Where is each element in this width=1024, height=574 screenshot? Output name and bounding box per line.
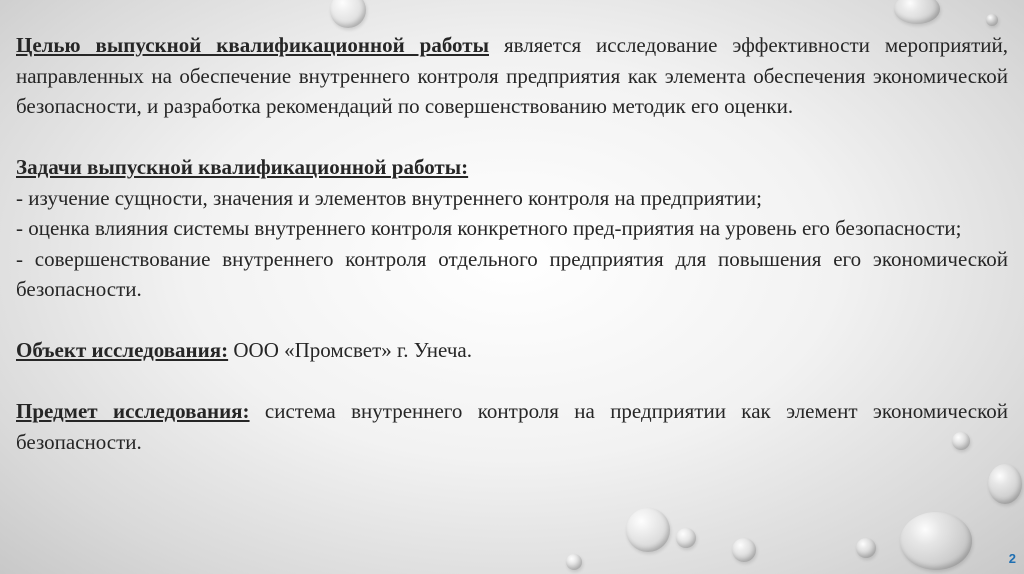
water-drop-decoration (856, 538, 876, 558)
water-drop-decoration (566, 554, 582, 570)
task-item: - изучение сущности, значения и элементов внутреннего контроля на предприятии; (16, 185, 762, 210)
water-drop-decoration (900, 512, 972, 570)
tasks-heading: Задачи выпускной квалификационной работы: (16, 155, 469, 179)
goal-paragraph (16, 30, 1008, 122)
water-drop-decoration (676, 528, 696, 548)
object-heading: Объект исследования: (16, 338, 229, 362)
water-drop-decoration (894, 0, 940, 24)
water-drop-decoration (626, 508, 670, 552)
water-drop-decoration (330, 0, 366, 28)
subject-heading: Предмет исследования: (16, 399, 250, 423)
water-drop-decoration (986, 14, 998, 26)
object-text: ООО «Промсвет» г. Унеча. (228, 338, 472, 362)
water-drop-decoration (988, 464, 1022, 504)
subject-paragraph (16, 396, 1008, 457)
slide-content (16, 30, 1008, 457)
goal-text: является исследование эффективности мероприятий, направленных на обеспечение внутреннего контроля предприятия как элемента обеспечения экономической безопасности, и разработка рекомендаций по совершенствованию методик его оценки. (16, 33, 1008, 118)
water-drop-decoration (732, 538, 756, 562)
goal-heading: Целью выпускной квалификационной работы (16, 33, 489, 57)
subject-text: система внутреннего контроля на предприятии как элемент экономической безопасности. (16, 399, 1009, 454)
object-paragraph (16, 335, 1008, 366)
tasks-paragraph (16, 152, 1008, 305)
task-item: - оценка влияния системы внутреннего контроля конкретного пред-приятия на уровень его безопасности; (16, 216, 962, 240)
page-number: 2 (1008, 551, 1016, 566)
task-item: - совершенствование внутреннего контроля отдельного предприятия для повышения его экономической безопасности. (16, 246, 1008, 301)
